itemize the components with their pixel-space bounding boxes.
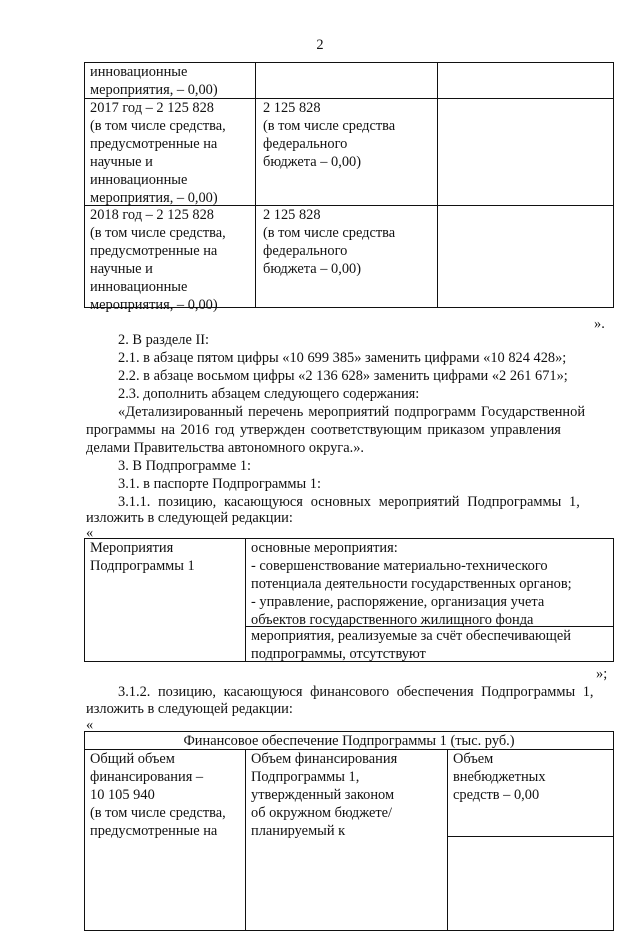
- activities-main: основные мероприятия: - совершенствование материально-технического потенциала деятельности государственных органов; - управление, распоряжение, организация учета объектов государственного жилищного фонда: [251, 540, 572, 628]
- open-quote: «: [86, 717, 94, 733]
- section2-heading: 2. В разделе II:: [118, 332, 210, 348]
- financing-total: Общий объем финансирования – 10 105 940 (в том числе средства, предусмотренные на: [90, 751, 226, 839]
- closing-quote: »;: [596, 666, 608, 682]
- section3-heading: 3. В Подпрограмме 1:: [118, 458, 252, 474]
- activities-support: мероприятия, реализуемые за счёт обеспечивающей подпрограммы, отсутствуют: [251, 628, 571, 662]
- item-2-1: 2.1. в абзаце пятом цифры «10 699 385» заменить цифрами «10 824 428»;: [118, 350, 567, 366]
- item-2-2: 2.2. в абзаце восьмом цифры «2 136 628» заменить цифрами «2 261 671»;: [118, 368, 568, 384]
- table3-col-divider-1: [245, 749, 246, 931]
- item-3-1-1: 3.1.1. позицию, касающуюся основных мероприятий Подпрограммы 1,: [118, 494, 580, 510]
- item-3-1-1-cont: изложить в следующей редакции:: [86, 510, 293, 526]
- page-number: 2: [316, 37, 324, 53]
- financing-header: Финансовое обеспечение Подпрограммы 1 (тыс. руб.): [183, 733, 515, 749]
- table3-bottom-partial: [447, 836, 614, 837]
- table-row-cell: 2018 год – 2 125 828 (в том числе средства, предусмотренные на научные и инновационные мероприятия, – 0,00): [90, 207, 226, 313]
- table-row-cell: 2 125 828 (в том числе средства федерального бюджета – 0,00): [263, 207, 396, 277]
- table-row-cell: 2017 год – 2 125 828 (в том числе средства, предусмотренные на научные и инновационные мероприятия, – 0,00): [90, 100, 226, 206]
- quote-paragraph-line: «Детализированный перечень мероприятий подпрограмм Государственной: [118, 404, 586, 420]
- table-row-cell: 2 125 828 (в том числе средства федерального бюджета – 0,00): [263, 100, 396, 170]
- item-2-3: 2.3. дополнить абзацем следующего содержания:: [118, 386, 420, 402]
- quote-paragraph-line: делами Правительства автономного округа.».: [86, 440, 364, 456]
- financing-extrabudget: Объем внебюджетных средств – 0,00: [453, 751, 546, 803]
- item-3-1: 3.1. в паспорте Подпрограммы 1:: [118, 476, 321, 492]
- activities-label: Мероприятия Подпрограммы 1: [90, 540, 195, 574]
- table3-col-divider-2: [447, 749, 448, 931]
- table2-col-divider: [245, 538, 246, 662]
- table-row-cell: инновационные мероприятия, – 0,00): [90, 64, 218, 98]
- item-3-1-2-cont: изложить в следующей редакции:: [86, 701, 293, 717]
- item-3-1-2: 3.1.2. позицию, касающуюся финансового обеспечения Подпрограммы 1,: [118, 684, 594, 700]
- quote-paragraph-line: программы на 2016 год утвержден соответствующим приказом управления: [86, 422, 561, 438]
- open-quote: «: [86, 525, 94, 541]
- closing-quote: ».: [594, 316, 605, 332]
- financing-budget: Объем финансирования Подпрограммы 1, утвержденный законом об окружном бюджете/ планируемый к: [251, 751, 398, 839]
